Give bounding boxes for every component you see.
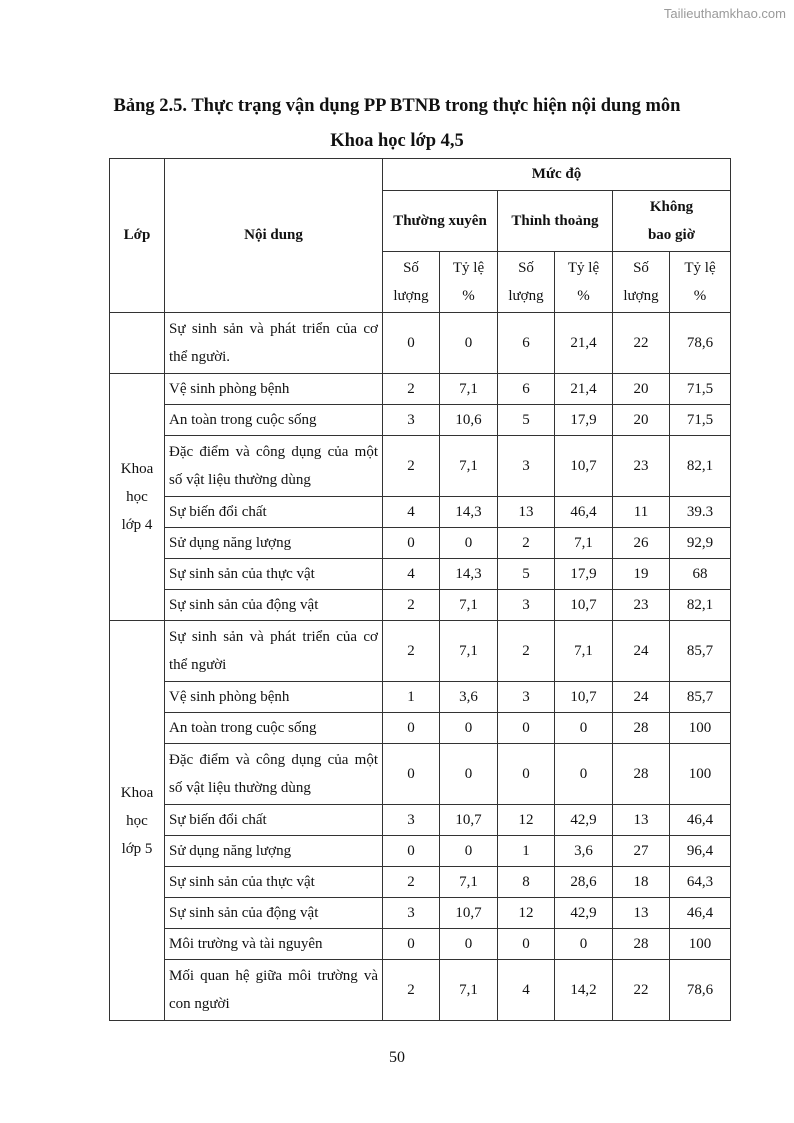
value-cell: 42,9 — [555, 898, 613, 929]
value-cell: 39.3 — [670, 497, 731, 528]
value-cell: 82,1 — [670, 590, 731, 621]
table-row — [110, 374, 731, 405]
header-khong-bao-gio — [613, 191, 731, 252]
value-cell: 3,6 — [555, 836, 613, 867]
value-cell: 0 — [440, 713, 498, 744]
value-cell: 10,7 — [440, 805, 498, 836]
value-cell: 100 — [670, 713, 731, 744]
table-row — [110, 898, 731, 929]
content-cell: Sự sinh sản và phát triển của cơ thể người. — [165, 313, 383, 374]
subheader-so-luong — [498, 252, 555, 313]
header-khong-line-2: bao giờ — [647, 227, 696, 243]
value-cell: 0 — [383, 313, 440, 374]
content-cell: Sự sinh sản và phát triển của cơ thể người — [165, 621, 383, 682]
value-cell: 0 — [555, 744, 613, 805]
table-row — [110, 836, 731, 867]
value-cell: 0 — [498, 744, 555, 805]
value-cell: 0 — [383, 528, 440, 559]
value-cell: 0 — [440, 929, 498, 960]
value-cell: 0 — [383, 929, 440, 960]
content-cell: Vệ sinh phòng bệnh — [165, 682, 383, 713]
subheader-ty-le-line-2: % — [462, 288, 475, 304]
subheader-ty-le — [555, 252, 613, 313]
value-cell: 3,6 — [440, 682, 498, 713]
group-label-line: học — [126, 489, 148, 505]
group-label-line: Khoa — [120, 784, 154, 801]
content-cell: An toàn trong cuộc sống — [165, 713, 383, 744]
value-cell: 7,1 — [440, 960, 498, 1021]
content-cell: Môi trường và tài nguyên — [165, 929, 383, 960]
content-cell: Sự biến đổi chất — [165, 805, 383, 836]
value-cell: 1 — [498, 836, 555, 867]
table-row — [110, 405, 731, 436]
content-cell: Đặc điểm và công dụng của một số vật liệu thường dùng — [165, 744, 383, 805]
content-cell: Vệ sinh phòng bệnh — [165, 374, 383, 405]
value-cell: 22 — [613, 313, 670, 374]
header-thinh-thoang: Thỉnh thoảng — [498, 191, 613, 252]
content-cell: Sử dụng năng lượng — [165, 836, 383, 867]
value-cell: 7,1 — [440, 436, 498, 497]
value-cell: 64,3 — [670, 867, 731, 898]
content-cell: Sự sinh sản của động vật — [165, 898, 383, 929]
value-cell: 7,1 — [440, 590, 498, 621]
value-cell: 0 — [383, 744, 440, 805]
table-row — [110, 960, 731, 1021]
subheader-ty-le-line-2: % — [693, 288, 707, 304]
value-cell: 68 — [670, 559, 731, 590]
value-cell: 2 — [498, 621, 555, 682]
value-cell: 100 — [670, 929, 731, 960]
subheader-ty-le-line-1: Tỷ lệ — [452, 260, 485, 276]
value-cell: 2 — [383, 374, 440, 405]
value-cell: 4 — [498, 960, 555, 1021]
value-cell: 2 — [383, 621, 440, 682]
value-cell: 3 — [498, 682, 555, 713]
table-row — [110, 682, 731, 713]
content-cell: Sử dụng năng lượng — [165, 528, 383, 559]
value-cell: 10,7 — [440, 898, 498, 929]
table-row — [110, 559, 731, 590]
value-cell: 5 — [498, 405, 555, 436]
value-cell: 13 — [498, 497, 555, 528]
table-row — [110, 528, 731, 559]
value-cell: 78,6 — [670, 313, 731, 374]
group-label-line: lớp 5 — [121, 840, 153, 857]
subheader-so-line-1: Số — [633, 260, 649, 276]
subheader-ty-le — [670, 252, 731, 313]
subheader-ty-le-line-1: Tỷ lệ — [684, 260, 716, 276]
value-cell: 71,5 — [670, 374, 731, 405]
header-thuong-xuyen: Thường xuyên — [383, 191, 498, 252]
value-cell: 0 — [383, 713, 440, 744]
value-cell: 28,6 — [555, 867, 613, 898]
value-cell: 28 — [613, 929, 670, 960]
subheader-so-line-2: lượng — [508, 288, 544, 304]
value-cell: 10,7 — [555, 590, 613, 621]
subheader-ty-le-line-2: % — [577, 288, 590, 304]
value-cell: 13 — [613, 805, 670, 836]
watermark: Tailieuthamkhao.com — [663, 6, 786, 21]
value-cell: 42,9 — [555, 805, 613, 836]
group-label-lop5 — [110, 621, 165, 1021]
value-cell: 1 — [383, 682, 440, 713]
content-cell: Sự sinh sản của thực vật — [165, 559, 383, 590]
value-cell: 4 — [383, 559, 440, 590]
value-cell: 24 — [613, 621, 670, 682]
value-cell: 3 — [383, 805, 440, 836]
value-cell: 28 — [613, 744, 670, 805]
value-cell: 12 — [498, 805, 555, 836]
value-cell: 2 — [383, 960, 440, 1021]
subheader-so-luong — [613, 252, 670, 313]
group-label-line: lớp 4 — [121, 517, 153, 533]
value-cell: 19 — [613, 559, 670, 590]
value-cell: 13 — [613, 898, 670, 929]
value-cell: 71,5 — [670, 405, 731, 436]
value-cell: 6 — [498, 313, 555, 374]
value-cell: 21,4 — [555, 313, 613, 374]
value-cell: 17,9 — [555, 405, 613, 436]
value-cell: 21,4 — [555, 374, 613, 405]
value-cell: 4 — [383, 497, 440, 528]
value-cell: 3 — [383, 405, 440, 436]
value-cell: 14,3 — [440, 559, 498, 590]
value-cell: 7,1 — [440, 621, 498, 682]
value-cell: 17,9 — [555, 559, 613, 590]
value-cell: 0 — [440, 313, 498, 374]
value-cell: 0 — [440, 528, 498, 559]
table-row — [110, 867, 731, 898]
value-cell: 26 — [613, 528, 670, 559]
value-cell: 23 — [613, 436, 670, 497]
table-row — [110, 929, 731, 960]
table-title-line-1: Bảng 2.5. Thực trạng vận dụng PP BTNB trong thực hiện nội dung môn — [113, 96, 681, 116]
value-cell: 82,1 — [670, 436, 731, 497]
value-cell: 85,7 — [670, 621, 731, 682]
value-cell: 14,2 — [555, 960, 613, 1021]
content-cell: Sự biến đổi chất — [165, 497, 383, 528]
survey-table — [109, 158, 731, 1021]
value-cell: 46,4 — [555, 497, 613, 528]
group-label-line: Khoa — [120, 461, 154, 477]
table-row — [110, 590, 731, 621]
header-noi-dung: Nội dung — [165, 159, 383, 313]
value-cell: 85,7 — [670, 682, 731, 713]
value-cell: 2 — [383, 590, 440, 621]
table-row — [110, 436, 731, 497]
value-cell: 27 — [613, 836, 670, 867]
value-cell: 6 — [498, 374, 555, 405]
value-cell: 11 — [613, 497, 670, 528]
value-cell: 7,1 — [440, 374, 498, 405]
subheader-so-line-2: lượng — [623, 288, 659, 304]
value-cell: 0 — [555, 713, 613, 744]
value-cell: 96,4 — [670, 836, 731, 867]
value-cell: 20 — [613, 405, 670, 436]
header-khong-line-1: Không — [649, 199, 694, 215]
value-cell: 2 — [498, 528, 555, 559]
subheader-so-line-1: Số — [518, 260, 534, 276]
value-cell: 0 — [555, 929, 613, 960]
value-cell: 100 — [670, 744, 731, 805]
value-cell: 10,7 — [555, 436, 613, 497]
value-cell: 7,1 — [440, 867, 498, 898]
value-cell: 0 — [383, 836, 440, 867]
value-cell: 2 — [383, 867, 440, 898]
value-cell: 92,9 — [670, 528, 731, 559]
table-row — [110, 621, 731, 682]
value-cell: 28 — [613, 713, 670, 744]
content-cell: Mối quan hệ giữa môi trường và con người — [165, 960, 383, 1021]
subheader-so-line-1: Số — [403, 260, 419, 276]
subheader-ty-le-line-1: Tỷ lệ — [567, 260, 600, 276]
value-cell: 0 — [498, 929, 555, 960]
value-cell: 0 — [498, 713, 555, 744]
value-cell: 23 — [613, 590, 670, 621]
value-cell: 3 — [383, 898, 440, 929]
value-cell: 7,1 — [555, 528, 613, 559]
value-cell: 14,3 — [440, 497, 498, 528]
value-cell: 78,6 — [670, 960, 731, 1021]
value-cell: 18 — [613, 867, 670, 898]
table-row — [110, 744, 731, 805]
table-row — [110, 805, 731, 836]
value-cell: 7,1 — [555, 621, 613, 682]
value-cell: 10,6 — [440, 405, 498, 436]
content-cell: Sự sinh sản của động vật — [165, 590, 383, 621]
value-cell: 0 — [440, 744, 498, 805]
table-row — [110, 313, 731, 374]
value-cell: 5 — [498, 559, 555, 590]
value-cell: 46,4 — [670, 898, 731, 929]
value-cell: 3 — [498, 436, 555, 497]
value-cell: 8 — [498, 867, 555, 898]
lop-cell-empty — [110, 313, 165, 374]
value-cell: 22 — [613, 960, 670, 1021]
subheader-so-luong — [383, 252, 440, 313]
content-cell: Sự sinh sản của thực vật — [165, 867, 383, 898]
value-cell: 10,7 — [555, 682, 613, 713]
content-cell: An toàn trong cuộc sống — [165, 405, 383, 436]
subheader-ty-le — [440, 252, 498, 313]
header-lop: Lớp — [110, 159, 165, 313]
group-label-lop4 — [110, 374, 165, 621]
value-cell: 46,4 — [670, 805, 731, 836]
header-muc-do: Mức độ — [383, 159, 731, 191]
content-cell: Đặc điểm và công dụng của một số vật liệu thường dùng — [165, 436, 383, 497]
table-row — [110, 713, 731, 744]
value-cell: 24 — [613, 682, 670, 713]
table-title-line-2: Khoa học lớp 4,5 — [330, 131, 464, 151]
value-cell: 12 — [498, 898, 555, 929]
group-label-line: học — [126, 812, 148, 829]
page-number: 50 — [389, 1049, 405, 1066]
value-cell: 3 — [498, 590, 555, 621]
subheader-so-line-2: lượng — [393, 288, 429, 304]
table-row — [110, 497, 731, 528]
value-cell: 20 — [613, 374, 670, 405]
value-cell: 2 — [383, 436, 440, 497]
value-cell: 0 — [440, 836, 498, 867]
